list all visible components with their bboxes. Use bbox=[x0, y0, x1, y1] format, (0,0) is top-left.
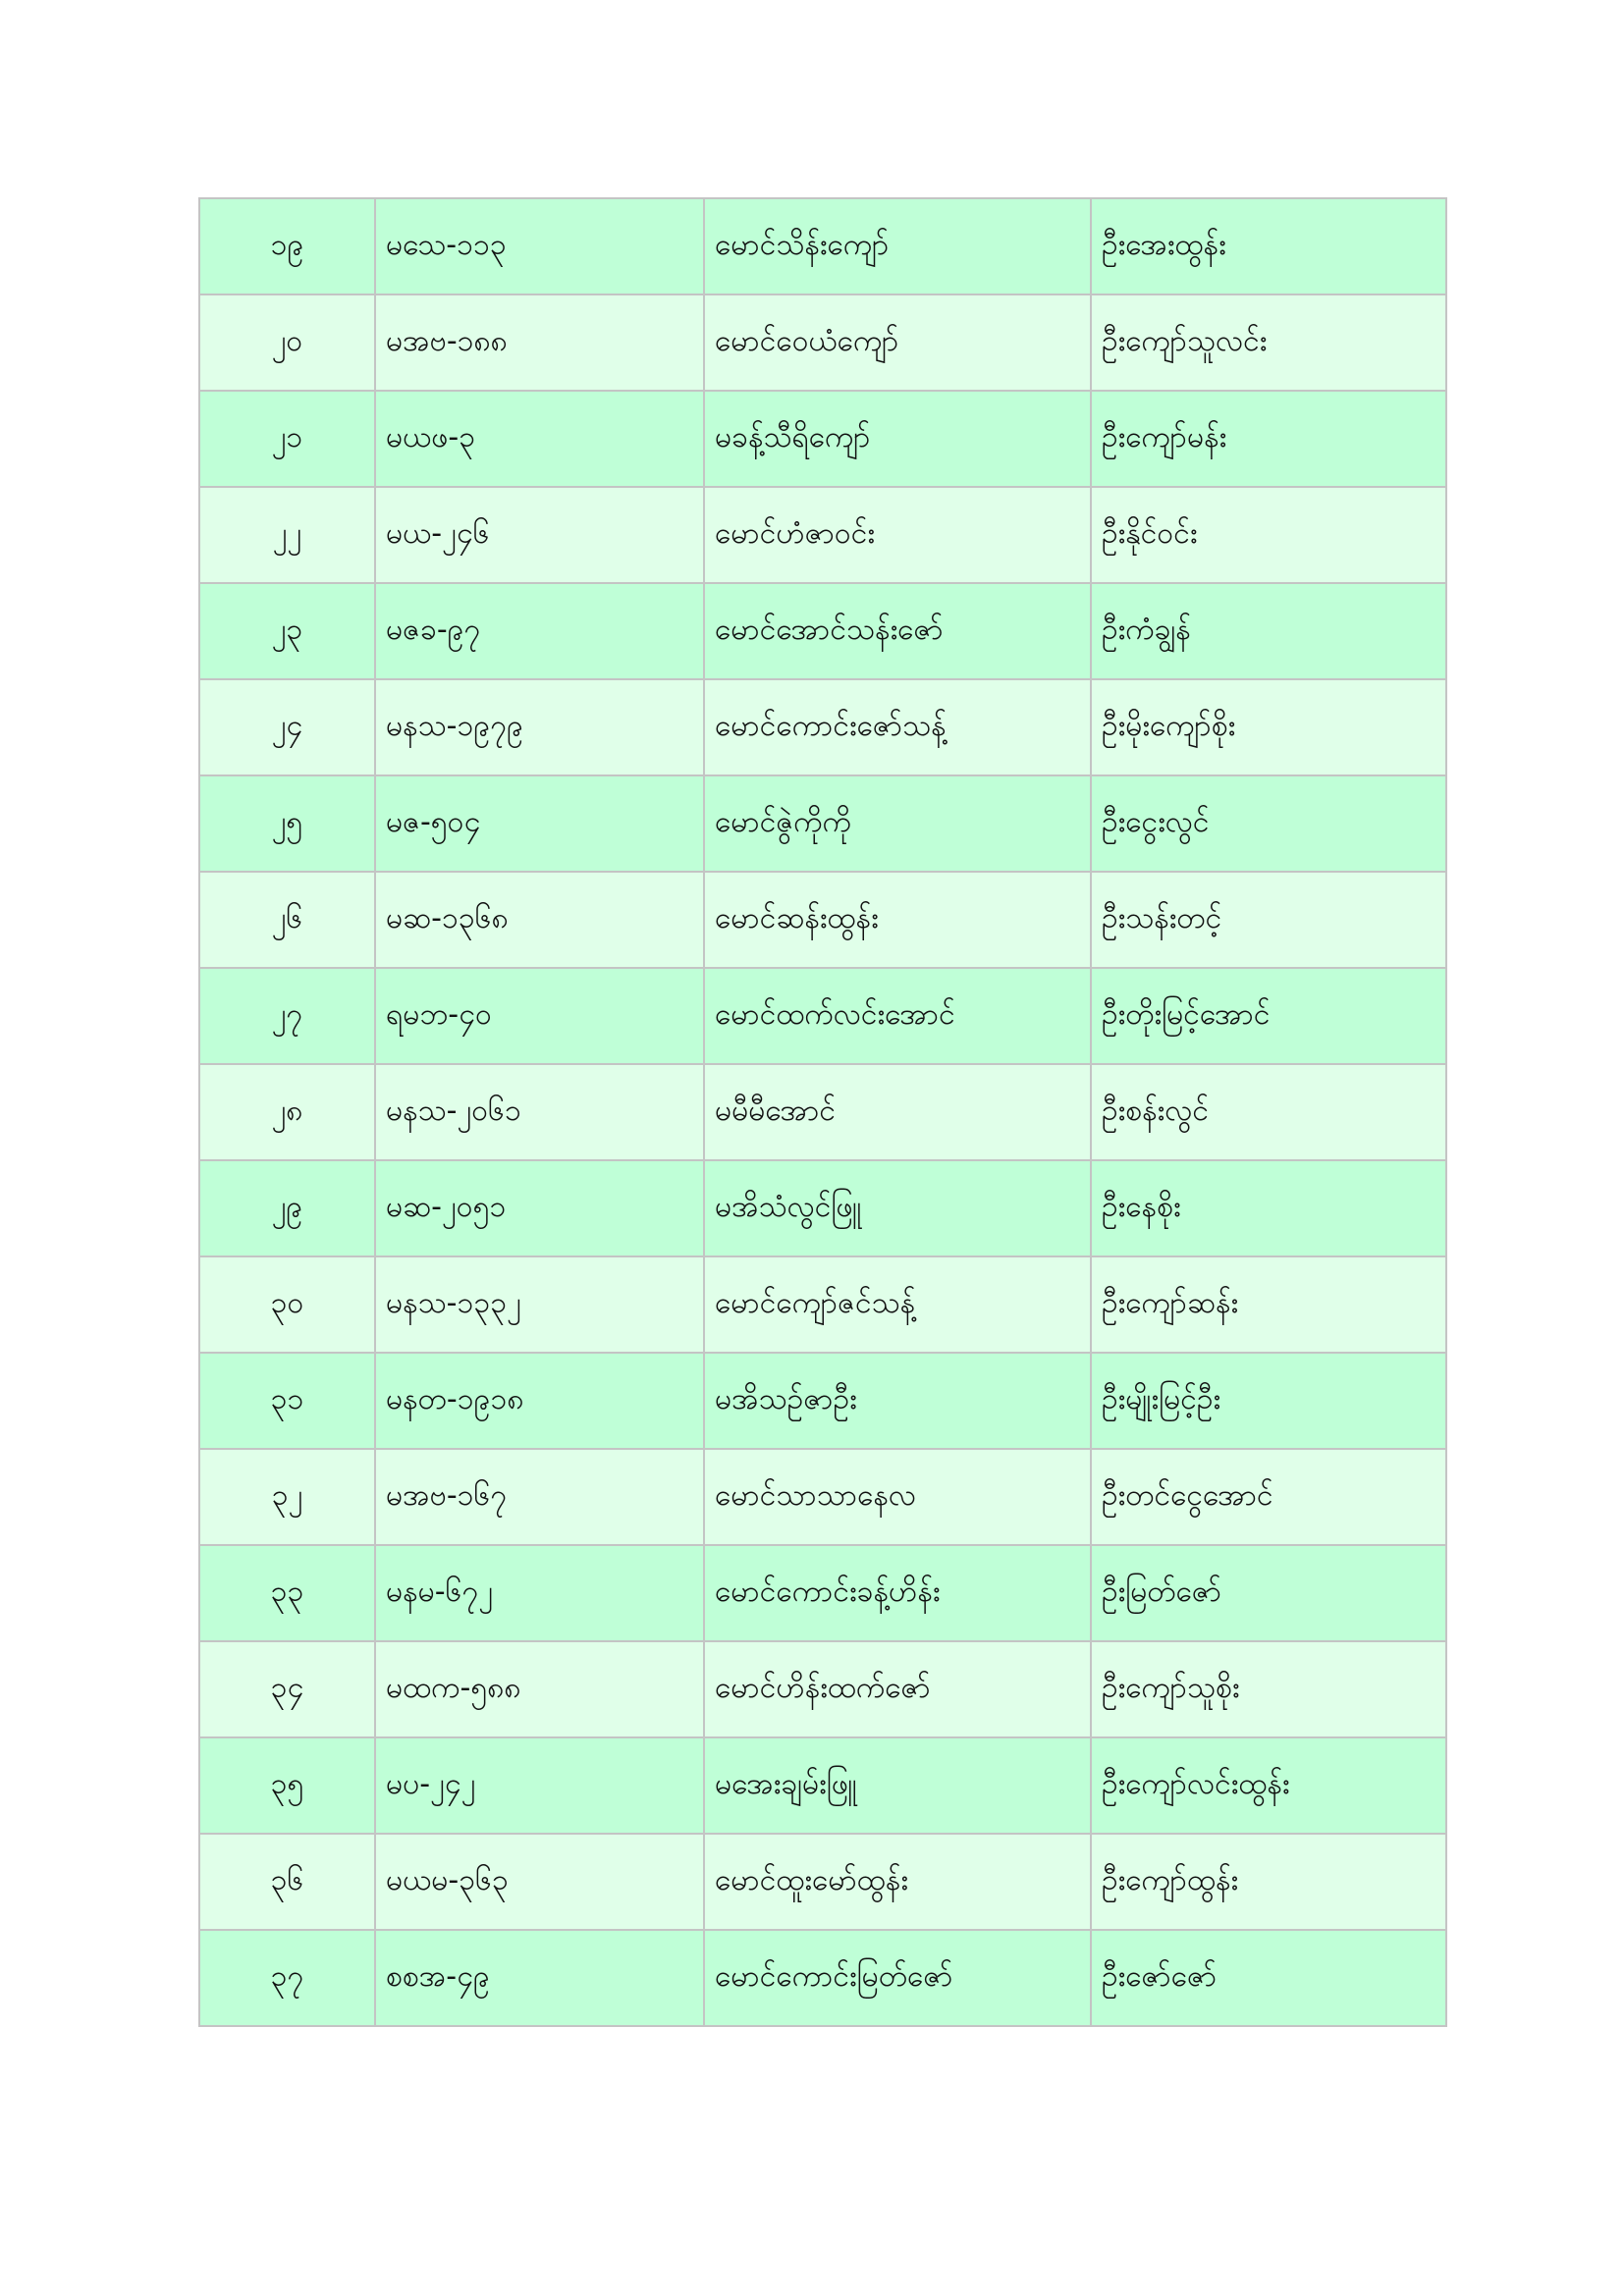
table-row bbox=[199, 1064, 1446, 1160]
row-number-cell: ၂၈ bbox=[199, 1064, 375, 1160]
father-name-cell: ဦးကျော်ဆန်း bbox=[1091, 1256, 1446, 1353]
row-number-cell: ၃၄ bbox=[199, 1641, 375, 1737]
name-cell: မောင်သာသာနေလ bbox=[704, 1449, 1091, 1545]
row-number-cell: ၃၁ bbox=[199, 1353, 375, 1449]
row-number-cell: ၂၂ bbox=[199, 487, 375, 583]
name-cell: မောင်သိန်းကျော် bbox=[704, 198, 1091, 294]
id-number-cell: မယမ-၃၆၃ bbox=[375, 1834, 704, 1930]
id-number-cell: မနတ-၁၉၁၈ bbox=[375, 1353, 704, 1449]
id-number-cell: ရမဘ-၄၀ bbox=[375, 968, 704, 1064]
table-row bbox=[199, 1256, 1446, 1353]
father-name-cell: ဦးမျိုးမြင့်ဦး bbox=[1091, 1353, 1446, 1449]
name-cell: မောင်ထက်လင်းအောင် bbox=[704, 968, 1091, 1064]
father-name-cell: ဦးကံချွန် bbox=[1091, 583, 1446, 679]
id-number-cell: မနသ-၁၃၃၂ bbox=[375, 1256, 704, 1353]
name-cell: မမီမီအောင် bbox=[704, 1064, 1091, 1160]
id-number-cell: မဆ-၁၃၆၈ bbox=[375, 872, 704, 968]
id-number-cell: မယဖ-၃ bbox=[375, 391, 704, 487]
student-table bbox=[198, 197, 1447, 2027]
father-name-cell: ဦးမိုးကျော်စိုး bbox=[1091, 679, 1446, 775]
row-number-cell: ၂၇ bbox=[199, 968, 375, 1064]
id-number-cell: မအဗ-၁၆၇ bbox=[375, 1449, 704, 1545]
table-row bbox=[199, 775, 1446, 872]
name-cell: မောင်ဆန်းထွန်း bbox=[704, 872, 1091, 968]
father-name-cell: ဦးတင်ငွေအောင် bbox=[1091, 1449, 1446, 1545]
table-row bbox=[199, 1737, 1446, 1834]
table-row bbox=[199, 1930, 1446, 2026]
father-name-cell: ဦးတိုးမြင့်အောင် bbox=[1091, 968, 1446, 1064]
table-row bbox=[199, 679, 1446, 775]
id-number-cell: မနမ-၆၇၂ bbox=[375, 1545, 704, 1641]
father-name-cell: ဦးငွေးလွင် bbox=[1091, 775, 1446, 872]
table-row bbox=[199, 1545, 1446, 1641]
name-cell: မောင်ကောင်းခန့်ဟိန်း bbox=[704, 1545, 1091, 1641]
id-number-cell: မဇခ-၉၇ bbox=[375, 583, 704, 679]
father-name-cell: ဦးနိုင်ဝင်း bbox=[1091, 487, 1446, 583]
row-number-cell: ၃၃ bbox=[199, 1545, 375, 1641]
id-number-cell: စစအ-၄၉ bbox=[375, 1930, 704, 2026]
id-number-cell: မနသ-၁၉၇၉ bbox=[375, 679, 704, 775]
father-name-cell: ဦးကျော်မန်း bbox=[1091, 391, 1446, 487]
row-number-cell: ၃၀ bbox=[199, 1256, 375, 1353]
id-number-cell: မပ-၂၄၂ bbox=[375, 1737, 704, 1834]
name-cell: မောင်ကောင်းမြတ်ဇော် bbox=[704, 1930, 1091, 2026]
table-body bbox=[199, 198, 1446, 2026]
father-name-cell: ဦးကျော်လင်းထွန်း bbox=[1091, 1737, 1446, 1834]
row-number-cell: ၂၅ bbox=[199, 775, 375, 872]
father-name-cell: ဦးကျော်ထွန်း bbox=[1091, 1834, 1446, 1930]
row-number-cell: ၂၃ bbox=[199, 583, 375, 679]
father-name-cell: ဦးဇော်ဇော် bbox=[1091, 1930, 1446, 2026]
table-row bbox=[199, 1353, 1446, 1449]
row-number-cell: ၃၂ bbox=[199, 1449, 375, 1545]
table-row bbox=[199, 294, 1446, 391]
table-row bbox=[199, 872, 1446, 968]
table-row bbox=[199, 1449, 1446, 1545]
father-name-cell: ဦးနေစိုး bbox=[1091, 1160, 1446, 1256]
name-cell: မောင်ဇွဲကိုကို bbox=[704, 775, 1091, 872]
table-row bbox=[199, 1160, 1446, 1256]
id-number-cell: မဇ-၅၀၄ bbox=[375, 775, 704, 872]
father-name-cell: ဦးမြတ်ဇော် bbox=[1091, 1545, 1446, 1641]
table-row bbox=[199, 1834, 1446, 1930]
name-cell: မောင်အောင်သန်းဇော် bbox=[704, 583, 1091, 679]
id-number-cell: မယ-၂၄၆ bbox=[375, 487, 704, 583]
table-row bbox=[199, 391, 1446, 487]
father-name-cell: ဦးကျော်သူစိုး bbox=[1091, 1641, 1446, 1737]
table-row bbox=[199, 968, 1446, 1064]
row-number-cell: ၂၀ bbox=[199, 294, 375, 391]
father-name-cell: ဦးသန်းတင့် bbox=[1091, 872, 1446, 968]
id-number-cell: မအဗ-၁၈၈ bbox=[375, 294, 704, 391]
name-cell: မောင်ကျော်ဇင်သန့် bbox=[704, 1256, 1091, 1353]
name-cell: မောင်ထူးမော်ထွန်း bbox=[704, 1834, 1091, 1930]
name-cell: မောင်ဝေယံကျော် bbox=[704, 294, 1091, 391]
id-number-cell: မဆ-၂၀၅၁ bbox=[375, 1160, 704, 1256]
id-number-cell: မသေ-၁၁၃ bbox=[375, 198, 704, 294]
row-number-cell: ၁၉ bbox=[199, 198, 375, 294]
row-number-cell: ၂၄ bbox=[199, 679, 375, 775]
name-cell: မောင်ဟိန်းထက်ဇော် bbox=[704, 1641, 1091, 1737]
row-number-cell: ၂၆ bbox=[199, 872, 375, 968]
table-row bbox=[199, 1641, 1446, 1737]
row-number-cell: ၃၆ bbox=[199, 1834, 375, 1930]
table-row bbox=[199, 487, 1446, 583]
name-cell: မအေးချမ်းဖြူ bbox=[704, 1737, 1091, 1834]
row-number-cell: ၂၁ bbox=[199, 391, 375, 487]
father-name-cell: ဦးစန်းလွင် bbox=[1091, 1064, 1446, 1160]
table-row bbox=[199, 198, 1446, 294]
table-row bbox=[199, 583, 1446, 679]
father-name-cell: ဦးအေးထွန်း bbox=[1091, 198, 1446, 294]
name-cell: မခန့်သီရိကျော် bbox=[704, 391, 1091, 487]
row-number-cell: ၃၇ bbox=[199, 1930, 375, 2026]
name-cell: မအိသံလွင်ဖြူ bbox=[704, 1160, 1091, 1256]
name-cell: မောင်ဟံဇာဝင်း bbox=[704, 487, 1091, 583]
name-cell: မအိသဥ်ဇာဦး bbox=[704, 1353, 1091, 1449]
name-cell: မောင်ကောင်းဇော်သန့် bbox=[704, 679, 1091, 775]
row-number-cell: ၃၅ bbox=[199, 1737, 375, 1834]
row-number-cell: ၂၉ bbox=[199, 1160, 375, 1256]
id-number-cell: မနသ-၂၀၆၁ bbox=[375, 1064, 704, 1160]
father-name-cell: ဦးကျော်သူလင်း bbox=[1091, 294, 1446, 391]
id-number-cell: မထက-၅၈၈ bbox=[375, 1641, 704, 1737]
